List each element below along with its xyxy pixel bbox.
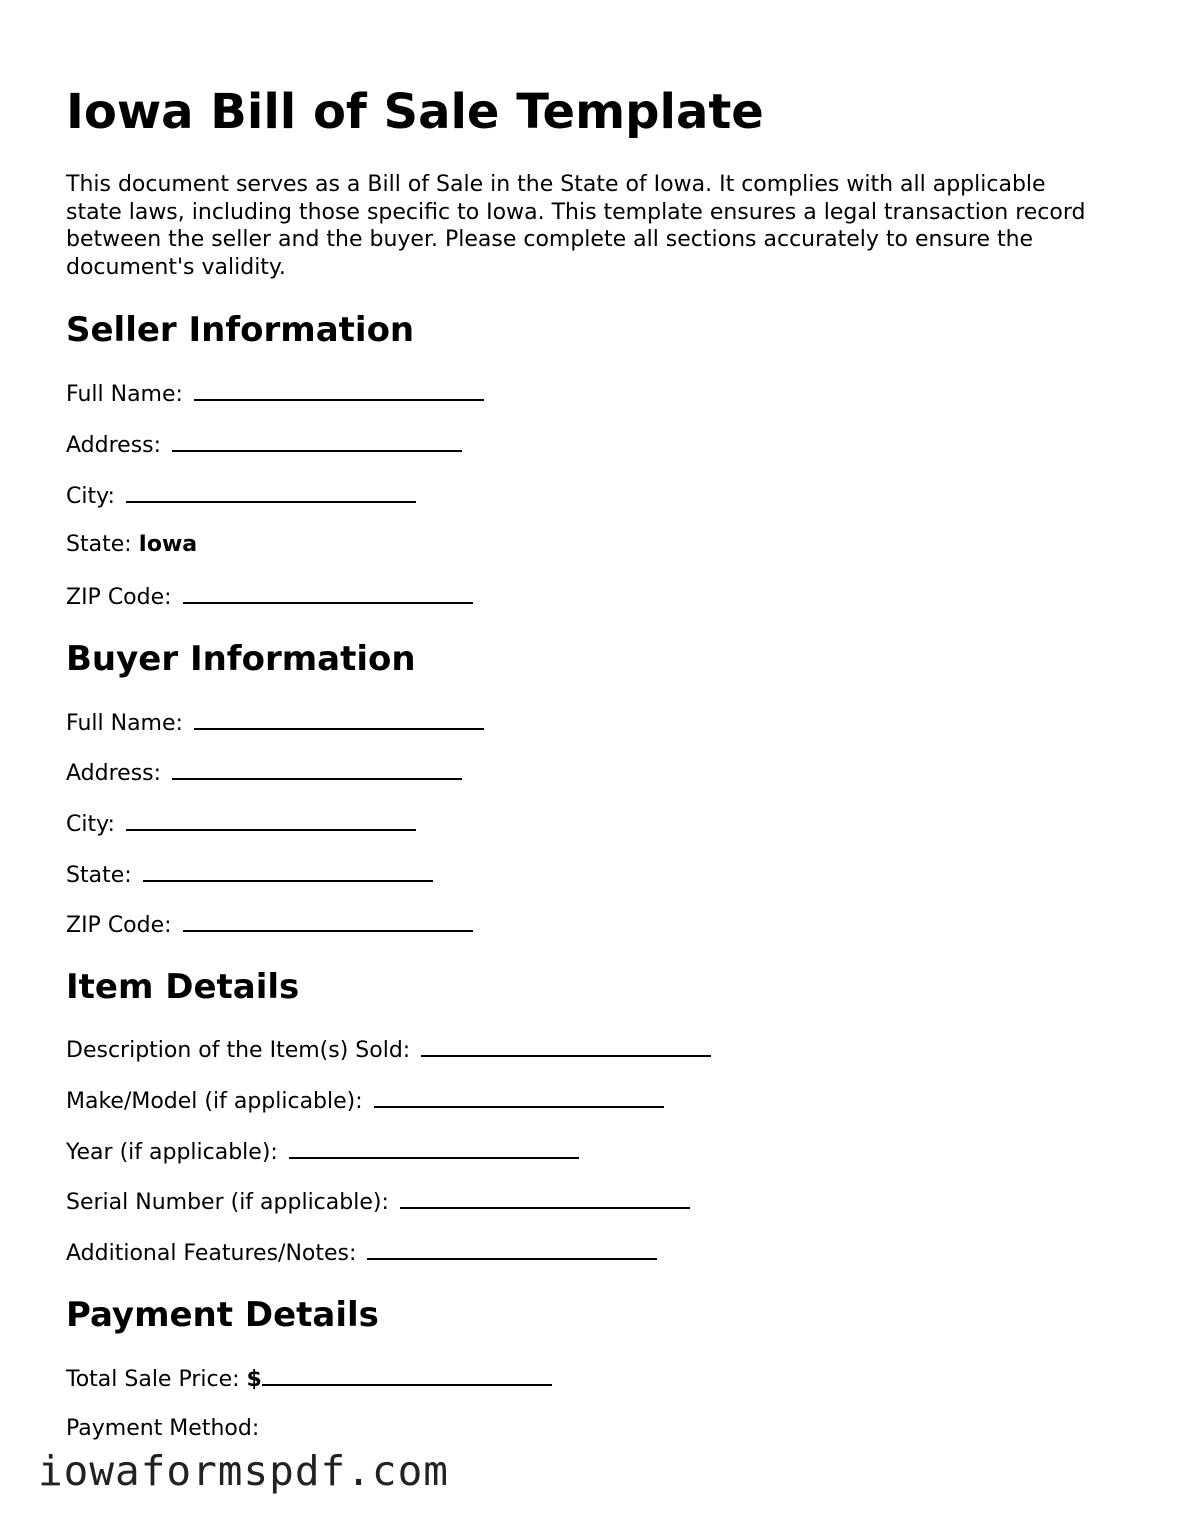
buyer-state-blank[interactable] [143, 860, 433, 882]
item-serial-blank[interactable] [400, 1187, 690, 1209]
buyer-state-label: State: [66, 863, 132, 888]
buyer-zip-blank[interactable] [183, 910, 473, 932]
seller-zip-field [66, 582, 473, 612]
buyer-section-heading: Buyer Information [66, 639, 416, 679]
buyer-city-field [66, 809, 416, 839]
buyer-state-field [66, 860, 433, 890]
item-make-model-blank[interactable] [374, 1086, 664, 1108]
buyer-full-name-label: Full Name: [66, 711, 183, 736]
payment-total-label: Total Sale Price: [66, 1367, 240, 1392]
buyer-zip-field [66, 910, 473, 940]
item-year-blank[interactable] [289, 1137, 579, 1159]
buyer-full-name-blank[interactable] [194, 708, 484, 730]
seller-state-value: Iowa [138, 532, 198, 557]
payment-method-field [66, 1415, 259, 1443]
buyer-address-field [66, 758, 462, 788]
seller-section-heading: Seller Information [66, 310, 415, 350]
buyer-full-name-field [66, 708, 484, 738]
seller-zip-blank[interactable] [183, 582, 473, 604]
document-title: Iowa Bill of Sale Template [66, 84, 764, 140]
item-serial-field [66, 1187, 690, 1217]
seller-address-blank[interactable] [172, 430, 462, 452]
seller-state-field [66, 531, 197, 559]
buyer-address-label: Address: [66, 761, 162, 786]
seller-full-name-label: Full Name: [66, 382, 183, 407]
item-serial-label: Serial Number (if applicable): [66, 1190, 389, 1215]
item-description-blank[interactable] [421, 1035, 711, 1057]
item-section-heading: Item Details [66, 967, 300, 1007]
item-make-model-field [66, 1086, 664, 1116]
site-watermark: iowaformspdf.com [38, 1447, 449, 1495]
item-make-model-label: Make/Model (if applicable): [66, 1089, 363, 1114]
item-description-label: Description of the Item(s) Sold: [66, 1038, 411, 1063]
payment-total-blank[interactable] [262, 1364, 552, 1386]
seller-city-blank[interactable] [126, 481, 416, 503]
seller-full-name-field [66, 379, 484, 409]
item-notes-field [66, 1238, 657, 1268]
seller-full-name-blank[interactable] [194, 379, 484, 401]
seller-zip-label: ZIP Code: [66, 585, 172, 610]
buyer-zip-label: ZIP Code: [66, 913, 172, 938]
item-year-field [66, 1137, 579, 1167]
seller-state-label: State: [66, 532, 132, 557]
intro-paragraph: This document serves as a Bill of Sale in the State of Iowa. It complies with all applicable state laws, including those specific to Iowa. This template ensures a legal transaction record between the seller and the buyer. Please complete all sections accurately to ensure the document's validity. [66, 172, 1086, 280]
seller-city-field [66, 481, 416, 511]
currency-symbol: $ [246, 1367, 262, 1392]
seller-city-label: City: [66, 484, 115, 509]
buyer-city-blank[interactable] [126, 809, 416, 831]
seller-address-label: Address: [66, 433, 162, 458]
buyer-city-label: City: [66, 812, 115, 837]
payment-method-label: Payment Method: [66, 1416, 260, 1441]
seller-address-field [66, 430, 462, 460]
payment-total-field [66, 1364, 552, 1394]
payment-section-heading: Payment Details [66, 1295, 379, 1335]
buyer-address-blank[interactable] [172, 758, 462, 780]
item-year-label: Year (if applicable): [66, 1140, 278, 1165]
item-notes-label: Additional Features/Notes: [66, 1241, 357, 1266]
item-description-field [66, 1035, 711, 1065]
item-notes-blank[interactable] [367, 1238, 657, 1260]
